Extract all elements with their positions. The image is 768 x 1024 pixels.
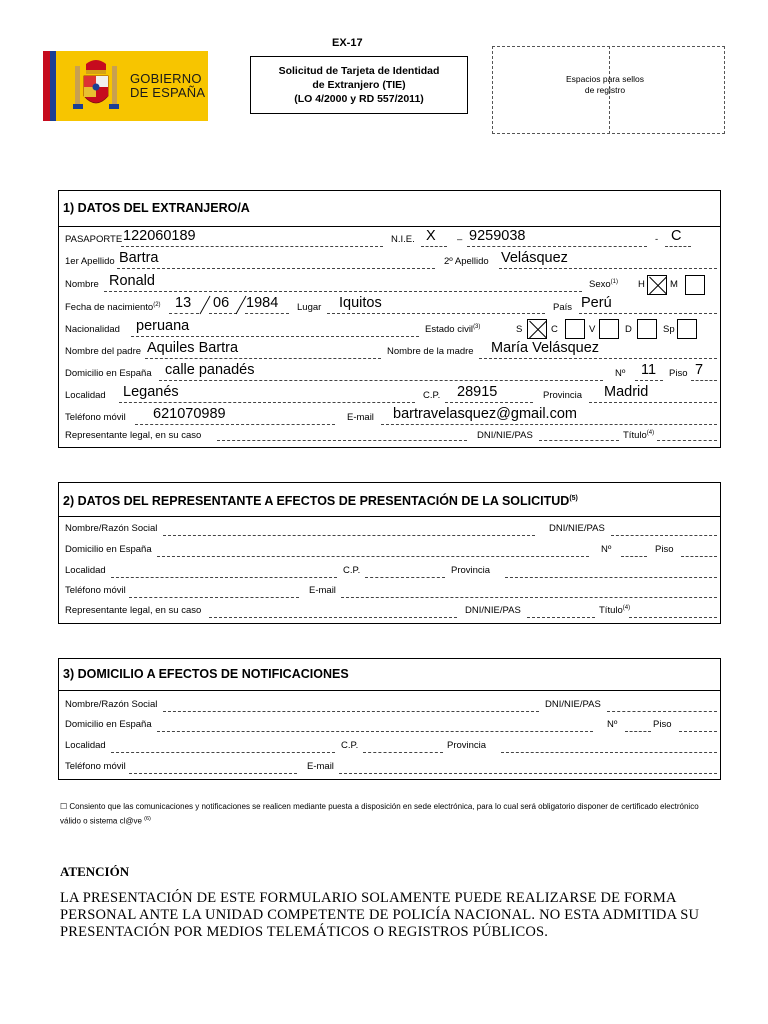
consent-text: Consiento que las comunicaciones y notificaciones se realicen mediante puesta a disposición en sede electrónica, para lo cual será obligatorio disponer de certificado electrónico válido o sistema cl@ve — [60, 802, 699, 826]
s2-field-line-dni[interactable] — [611, 535, 717, 536]
field-line-email — [381, 424, 717, 425]
field-line-padre — [145, 358, 381, 359]
field-line-nie-letter — [421, 246, 447, 247]
s3-field-line-numero[interactable] — [625, 731, 651, 732]
s2-label-dni2: DNI/NIE/PAS — [465, 605, 521, 616]
value-provincia[interactable]: Madrid — [604, 384, 649, 400]
label-numero: Nº — [615, 368, 626, 379]
label-telefono: Teléfono móvil — [65, 412, 126, 423]
s2-label-representante: Representante legal, en su caso — [65, 605, 202, 616]
label-nombre: Nombre — [65, 279, 99, 290]
field-line-nombre — [104, 291, 582, 292]
checkbox-estado-soltero[interactable] — [527, 319, 547, 339]
form-title-line1: Solicitud de Tarjeta de Identidad — [278, 65, 440, 77]
logo-flag-red-stripe — [43, 51, 50, 121]
s3-label-provincia: Provincia — [447, 740, 487, 751]
value-madre[interactable]: María Velásquez — [491, 340, 600, 356]
label-ec-v: V — [589, 324, 596, 335]
s2-label-dni: DNI/NIE/PAS — [549, 523, 605, 534]
label-dni: DNI/NIE/PAS — [477, 430, 533, 441]
value-telefono[interactable]: 621070989 — [153, 406, 226, 422]
s3-label-dni: DNI/NIE/PAS — [545, 699, 601, 710]
label-email: E-mail — [347, 412, 374, 423]
field-line-numero — [635, 380, 663, 381]
section-domicilio-notificaciones — [58, 658, 721, 780]
consent-checkbox[interactable]: ☐ — [60, 802, 68, 811]
label-padre: Nombre del padre — [65, 346, 142, 357]
section3-title: 3) DOMICILIO A EFECTOS DE NOTIFICACIONES — [59, 659, 720, 691]
label-fecha-note: (2) — [153, 302, 161, 308]
value-anio[interactable]: 1984 — [246, 295, 279, 311]
s2-field-line-titulo[interactable] — [629, 617, 717, 618]
field-line-pasaporte — [121, 246, 383, 247]
s3-label-piso: Piso — [653, 719, 672, 730]
section2-title — [59, 483, 720, 517]
field-line-cp — [445, 402, 533, 403]
logo-flag-blue-stripe — [50, 51, 56, 121]
field-line-dia — [169, 313, 199, 314]
label-provincia: Provincia — [543, 390, 583, 401]
logo-text-line1: GOBIERNO — [130, 71, 202, 86]
s2-label-titulo — [599, 605, 630, 616]
s2-field-line-domicilio[interactable] — [157, 556, 589, 557]
field-line-piso — [691, 380, 717, 381]
s2-label-piso: Piso — [655, 544, 674, 555]
label-fecha-text: Fecha de nacimiento — [65, 302, 154, 314]
checkbox-estado-viudo[interactable] — [599, 319, 619, 339]
field-line-lugar — [327, 313, 545, 314]
s2-field-line-email[interactable] — [341, 597, 717, 598]
label-sexo-text: Sexo — [589, 279, 611, 291]
label-nie: N.I.E. — [391, 234, 415, 245]
s2-label-numero: Nº — [601, 544, 612, 555]
value-nombre[interactable]: Ronald — [109, 273, 155, 289]
field-line-representante — [217, 440, 467, 441]
value-padre[interactable]: Aquiles Bartra — [147, 340, 239, 356]
s3-field-line-telefono[interactable] — [129, 773, 297, 774]
s3-label-numero: Nº — [607, 719, 618, 730]
field-line-telefono — [135, 424, 335, 425]
s3-field-line-cp[interactable] — [363, 752, 443, 753]
label-estado-text: Estado civil — [425, 324, 474, 336]
value-mes[interactable]: 06 — [213, 295, 230, 311]
s3-field-line-razon[interactable] — [163, 711, 539, 712]
s2-label-razon: Nombre/Razón Social — [65, 523, 158, 534]
value-lugar[interactable]: Iquitos — [339, 295, 382, 311]
field-line-nacionalidad — [131, 336, 419, 337]
field-line-apellido2 — [499, 268, 717, 269]
s3-label-razon: Nombre/Razón Social — [65, 699, 158, 710]
label-ec-s: S — [516, 324, 523, 335]
date-separator-1 — [199, 295, 211, 315]
field-line-nie-check — [665, 246, 691, 247]
consent-note: (6) — [144, 816, 151, 822]
field-line-titulo — [657, 440, 717, 441]
s3-label-cp: C.P. — [341, 740, 359, 751]
value-dia[interactable]: 13 — [175, 295, 192, 311]
s2-field-line-numero[interactable] — [621, 556, 647, 557]
nie-separator-1: – — [457, 234, 463, 245]
label-ec-d: D — [625, 324, 632, 335]
section2-title-text: 2) DATOS DEL REPRESENTANTE A EFECTOS DE PRESENTACIÓN DE LA SOLICITUD — [63, 494, 570, 509]
s3-label-domicilio: Domicilio en España — [65, 719, 152, 730]
label-titulo-note: (4) — [646, 430, 655, 436]
label-sexo-note: (1) — [610, 279, 618, 285]
checkbox-estado-casado[interactable] — [565, 319, 585, 339]
field-line-anio — [245, 313, 289, 314]
nie-separator-2: - — [655, 234, 659, 245]
label-titulo — [623, 430, 654, 441]
s2-label-titulo-text: Título — [599, 605, 623, 617]
value-nacionalidad[interactable]: peruana — [136, 318, 190, 334]
coat-of-arms-icon — [72, 58, 120, 116]
stamp-label-line1: Espacios para sellos — [566, 74, 644, 84]
s2-field-line-provincia[interactable] — [505, 577, 717, 578]
s2-field-line-representante[interactable] — [209, 617, 457, 618]
label-fecha-nacimiento — [65, 302, 161, 313]
label-titulo-text: Título — [623, 430, 647, 442]
logo-text-line2: DE ESPAÑA — [130, 85, 206, 100]
s2-field-line-localidad[interactable] — [111, 577, 337, 578]
field-line-localidad — [119, 402, 415, 403]
value-domicilio[interactable]: calle panadés — [165, 362, 255, 378]
label-madre: Nombre de la madre — [387, 346, 474, 357]
s2-label-telefono: Teléfono móvil — [65, 585, 126, 596]
value-apellido2[interactable]: Velásquez — [501, 250, 568, 266]
label-lugar: Lugar — [297, 302, 322, 313]
value-cp[interactable]: 28915 — [457, 384, 498, 400]
s2-label-domicilio: Domicilio en España — [65, 544, 152, 555]
section1-title: 1) DATOS DEL EXTRANJERO/A — [59, 191, 720, 227]
atencion-heading: ATENCIÓN — [60, 864, 130, 879]
label-domicilio: Domicilio en España — [65, 368, 152, 379]
label-estado-note: (3) — [473, 324, 481, 330]
stamp-label-line2: de registro — [584, 85, 626, 95]
s2-label-titulo-note: (4) — [622, 605, 631, 611]
stamp-area-label — [540, 74, 670, 96]
s2-field-line-razon[interactable] — [163, 535, 535, 536]
label-sexo — [589, 279, 618, 290]
label-localidad: Localidad — [65, 390, 106, 401]
field-line-pais — [579, 313, 717, 314]
label-estado-civil — [425, 324, 480, 335]
s3-field-line-dni[interactable] — [607, 711, 717, 712]
s2-label-cp: C.P. — [343, 565, 361, 576]
form-code: EX-17 — [332, 37, 363, 49]
value-piso[interactable]: 7 — [695, 362, 704, 378]
value-localidad[interactable]: Leganés — [123, 384, 179, 400]
s3-field-line-piso[interactable] — [679, 731, 717, 732]
field-line-nie-number — [467, 246, 647, 247]
label-sexo-h: H — [638, 279, 645, 290]
s3-field-line-localidad[interactable] — [111, 752, 335, 753]
label-ec-c: C — [551, 324, 558, 335]
value-apellido1[interactable]: Bartra — [119, 250, 159, 266]
checkbox-estado-divorciado[interactable] — [637, 319, 657, 339]
label-representante: Representante legal, en su caso — [65, 430, 202, 441]
logo-text — [130, 72, 205, 100]
label-apellido1: 1er Apellido — [65, 256, 115, 267]
s2-field-line-cp[interactable] — [365, 577, 445, 578]
field-line-domicilio — [159, 380, 603, 381]
s3-field-line-email[interactable] — [339, 773, 717, 774]
consent-notice — [60, 800, 710, 828]
field-line-dni — [539, 440, 619, 441]
s3-label-telefono: Teléfono móvil — [65, 761, 126, 772]
value-nie-check[interactable]: C — [671, 228, 682, 244]
s2-field-line-telefono[interactable] — [129, 597, 299, 598]
label-nacionalidad: Nacionalidad — [65, 324, 120, 335]
label-sexo-m: M — [670, 279, 678, 290]
atencion-notice-text: LA PRESENTACIÓN DE ESTE FORMULARIO SOLAMENTE PUEDE REALIZARSE DE FORMA PERSONAL ANTE LA UNIDAD COMPETENTE DE POLICÍA NACIONAL. NO ESTA ADMITIDA SU PRESENTACIÓN POR MEDIOS TELEMÁTICOS O REGISTROS PÚBLICOS. — [60, 890, 700, 940]
s2-label-provincia: Provincia — [451, 565, 491, 576]
form-title-line3: (LO 4/2000 y RD 557/2011) — [294, 93, 424, 105]
section-representante — [58, 482, 721, 624]
section2-title-note: (5) — [569, 495, 578, 502]
checkbox-sexo-m[interactable] — [685, 275, 705, 295]
value-pais[interactable]: Perú — [581, 295, 612, 311]
field-line-madre — [479, 358, 717, 359]
section-datos-extranjero — [58, 190, 721, 448]
s3-label-email: E-mail — [307, 761, 334, 772]
s3-field-line-provincia[interactable] — [501, 752, 717, 753]
s3-field-line-domicilio[interactable] — [157, 731, 593, 732]
value-numero[interactable]: 11 — [641, 362, 657, 378]
label-cp: C.P. — [423, 390, 441, 401]
label-pasaporte: PASAPORTE — [65, 234, 123, 245]
form-title-line2: de Extranjero (TIE) — [312, 79, 406, 91]
label-pais: País — [553, 302, 573, 313]
checkbox-sexo-h[interactable] — [647, 275, 667, 295]
label-ec-sp: Sp — [663, 324, 675, 335]
form-title-box — [250, 56, 468, 114]
s3-label-localidad: Localidad — [65, 740, 106, 751]
field-line-apellido1 — [117, 268, 435, 269]
s2-label-localidad: Localidad — [65, 565, 106, 576]
s2-field-line-dni2[interactable] — [527, 617, 595, 618]
label-piso: Piso — [669, 368, 688, 379]
checkbox-estado-separado[interactable] — [677, 319, 697, 339]
value-email[interactable]: bartravelasquez@gmail.com — [393, 406, 577, 422]
label-apellido2: 2º Apellido — [444, 256, 489, 267]
s2-field-line-piso[interactable] — [681, 556, 717, 557]
field-line-provincia — [589, 402, 717, 403]
value-pasaporte[interactable]: 122060189 — [123, 228, 196, 244]
value-nie-letter[interactable]: X — [426, 228, 436, 244]
s2-label-email: E-mail — [309, 585, 336, 596]
field-line-mes — [209, 313, 237, 314]
value-nie-number[interactable]: 9259038 — [469, 228, 526, 244]
